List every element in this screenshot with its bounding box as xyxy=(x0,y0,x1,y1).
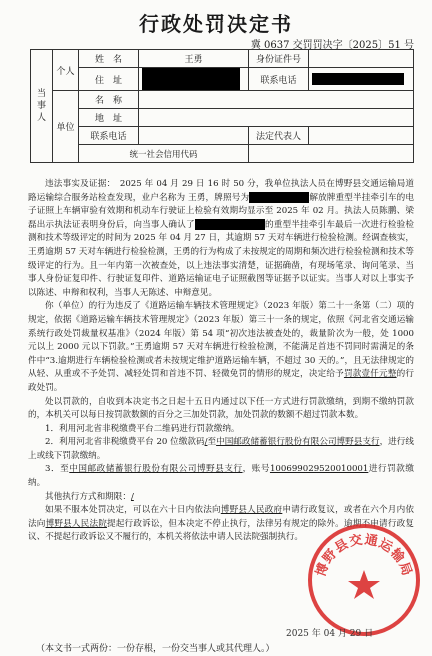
credit-code-value xyxy=(249,145,414,163)
official-seal xyxy=(304,520,424,640)
footer-note: （本文书一式两份：一份存根，一份交当事人或其代理人。） xyxy=(36,644,275,654)
party-side-label: 当事人 xyxy=(31,50,53,163)
name-label: 姓 名 xyxy=(79,50,139,68)
address-label: 住 址 xyxy=(79,68,139,91)
person-label: 个人 xyxy=(53,50,79,91)
redaction-block xyxy=(312,73,404,85)
redaction-block xyxy=(142,68,240,90)
paragraph-legal-basis: 你（单位）的行为违反了《道路运输车辆技术管理规定》（2023 年版）第二十一条第（二）项的规定，依据《道路运输车辆技术管理规定》（2023 年版）第三十一条的规定，依照《河北省交通运输系统行政处罚裁量权基准》（2024 年版）第 54 项“初次违法被查处的，裁量阶次为一般，处 1000 元以上 2000 元以下罚款。”王勇逾期 57 天对车辆进行检验检测，不能满足首违不罚同时需满足的条件中“3.逾期进行车辆检验检测或者未按规定维护道路运输车辆，不超过 30 天的。”，且无法律规定的从轻、从重或不予处罚、减轻处罚和首违不罚、轻微免罚的情形的规定，决定给予罚款壹仟元整的行政处罚。 xyxy=(28,301,414,393)
id-value xyxy=(309,50,414,68)
unit-address-value xyxy=(139,109,414,127)
paragraph-other-methods: 其他执行方式和期限：/ xyxy=(45,491,134,502)
seal-text: 博野县交通运输局 xyxy=(313,532,415,579)
legal-rep-value xyxy=(309,127,414,145)
document-body xyxy=(28,178,414,545)
document-number: 冀 0637 交罚罚决字〔2025〕51 号 xyxy=(250,40,414,51)
issue-date: 2025 年 04 月 29 日 xyxy=(286,629,374,639)
paragraph-facts: 违法事实及证据： 2025 年 04 月 29 日 16 时 50 分，我单位执法人员在博野县交通运输局道路运输综合服务站检查发现，业户名称为 王勇，牌照号为 解放牌重型半挂牵引车的电子证照上车辆审验有效期和机动车行驶证上检验有效期均显示至 2025 年 02 月。执法人员陈鹏、梁磊出示执法证表明身份后，向当事人确认了 的重型半挂牵引车最后一次进行检验检测和技术等级评定的时间为 2025 年 04 月 27 日，其逾期 57 天对车辆进行检验检测。经调查核实，王勇逾期 57 天对车辆进行检验检测，王勇的行为构成了未按规定的周期和频次进行检验检测和技术等级评定的行为。且一年内第一次被查处，以上违法事实清楚，证据确凿，有现场笔录、询问笔录、当事人身份证复印件、行驶证复印件、道路运输证电子证照截图等证据予以证实。当事人对以上事实予以陈述、申辩和权利，当事人无陈述、申辩意见。 xyxy=(28,179,414,298)
redaction-block xyxy=(195,219,265,230)
address-value xyxy=(139,68,249,91)
legal-rep-label: 法定代表人 xyxy=(249,127,309,145)
paragraph-payment-method-1: 1．利用河北省非税缴费平台二维码进行罚款缴纳。 xyxy=(45,423,240,434)
party-info-table xyxy=(30,49,414,163)
paragraph-payment-deadline: 处以罚款的，自收到本决定书之日起十五日内通过以下任一方式进行罚款缴纳，到期不缴纳罚款的，本机关可以每日按罚款数额的百分之三加处罚款，加处罚款的数额不超过罚款本数。 xyxy=(28,396,414,421)
phone-value xyxy=(309,68,414,91)
paragraph-payment-method-2: 2．利用河北省非税缴费平台 20 位缴款码/至中国邮政储蓄银行股份有限公司博野县支行，进行线上或线下罚款缴纳。 xyxy=(28,437,414,461)
unit-name-label: 名 称 xyxy=(79,91,139,109)
unit-phone-value xyxy=(139,127,249,145)
paragraph-payment-method-3: 3．至中国邮政储蓄银行股份有限公司博野县支行，账号100699029520010001进行罚款缴纳。 xyxy=(28,464,414,489)
unit-label: 单位 xyxy=(53,91,79,163)
unit-address-label: 地 址 xyxy=(79,109,139,127)
name-value: 王勇 xyxy=(139,50,249,68)
phone-label: 联系电话 xyxy=(249,68,309,91)
unit-name-value xyxy=(139,91,414,109)
document-title: 行政处罚决定书 xyxy=(139,12,293,36)
credit-code-label: 统一社会信用代码 xyxy=(79,145,249,163)
id-label: 身份证件号 xyxy=(249,50,309,68)
unit-phone-label: 联系电话 xyxy=(79,127,139,145)
redaction-block xyxy=(249,192,309,203)
paragraph-appeal: 如果不服本处罚决定，可以在六十日内依法向博野县人民政府申请行政复议，或者在六个月内依法向博野县人民法院提起行政诉讼，但本决定不停止执行，法律另有规定的除外。逾期不申请行政复议、不提起行政诉讼又不履行的，本机关将依法申请人民法院强制执行。 xyxy=(28,505,414,543)
seal-star-icon xyxy=(348,570,380,599)
